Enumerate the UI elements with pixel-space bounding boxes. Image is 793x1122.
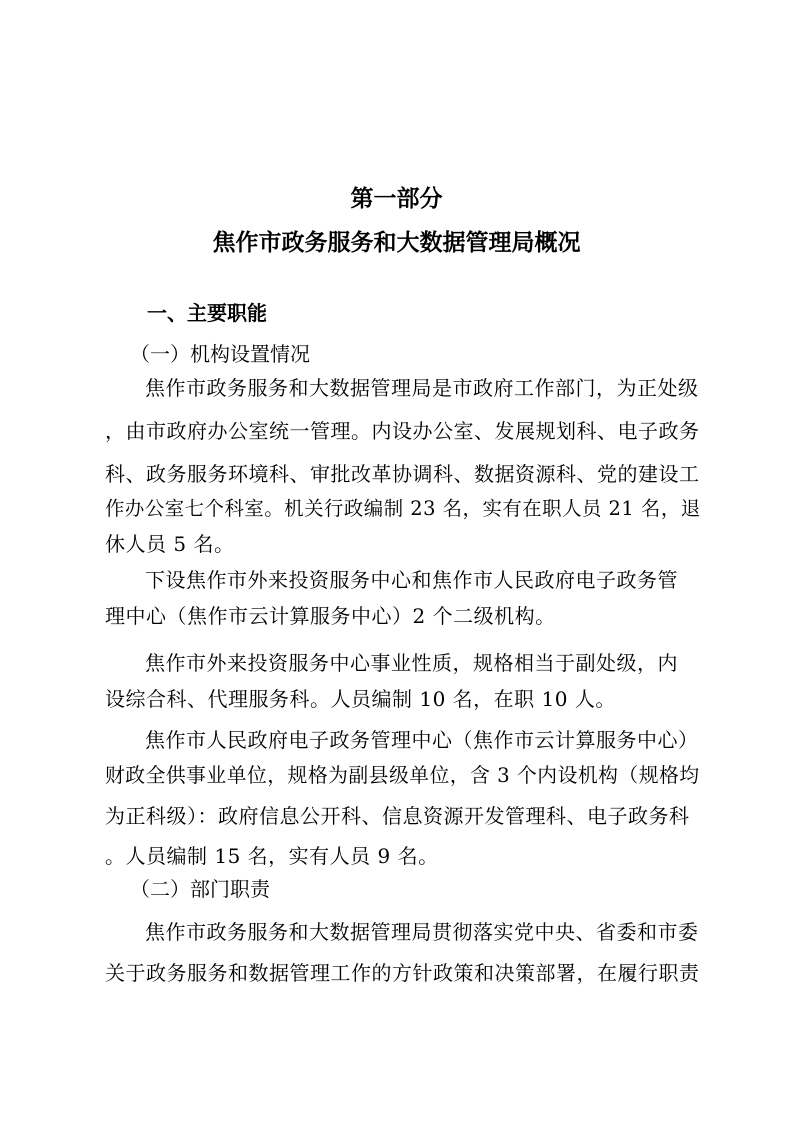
body-line: 焦作市政务服务和大数据管理局贯彻落实党中央、省委和市委 [145,920,699,944]
section-heading: 一、主要职能 [147,301,267,325]
subsection-title-duties: （二）部门职责 [130,877,270,901]
body-line: 理中心（焦作市云计算服务中心）2 个二级机构。 [105,604,556,628]
main-title: 焦作市政务服务和大数据管理局概况 [212,230,581,256]
body-line: ，由市政府办公室统一管理。内设办公室、发展规划科、电子政务 [105,419,700,443]
subsection-title-organization: （一）机构设置情况 [130,342,310,366]
body-line: 设综合科、代理服务科。人员编制 10 名，在职 10 人。 [105,687,616,711]
body-line: 下设焦作市外来投资服务中心和焦作市人民政府电子政务管 [145,568,678,592]
body-line: 焦作市政务服务和大数据管理局是市政府工作部门，为正处级 [145,376,699,400]
body-line: 科、政务服务环境科、审批改革协调科、数据资源科、党的建设工 [105,462,700,486]
body-line: 关于政务服务和数据管理工作的方针政策和决策部署，在履行职责 [105,961,700,985]
body-line: 作办公室七个科室。机关行政编制 23 名，实有在职人员 21 名，退 [105,497,701,520]
body-line: 。人员编制 15 名，实有人员 9 名。 [105,844,439,868]
body-line: 焦作市外来投资服务中心事业性质，规格相当于副处级，内 [145,651,678,675]
body-line: 焦作市人民政府电子政务管理中心（焦作市云计算服务中心） [145,728,699,752]
body-line: 财政全供事业单位，规格为副县级单位，含 3 个内设机构（规格均 [105,764,700,787]
body-line: 休人员 5 名。 [105,532,235,556]
part-title: 第一部分 [350,186,443,212]
body-line: 为正科级）：政府信息公开科、信息资源开发管理科、电子政务科 [105,804,690,828]
